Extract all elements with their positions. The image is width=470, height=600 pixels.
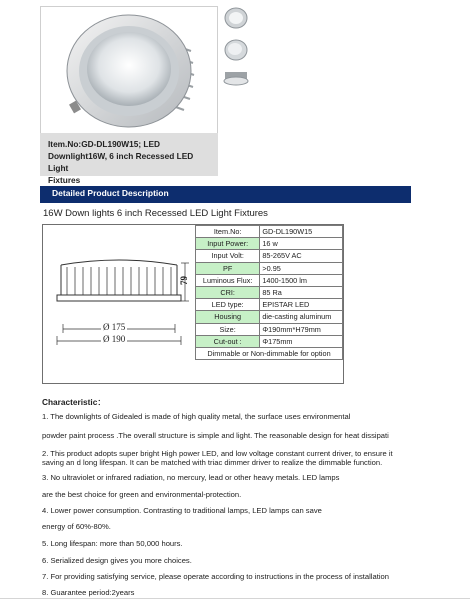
spec-value: EPISTAR LED [260, 299, 343, 311]
spec-row [196, 335, 343, 347]
product-main-image[interactable] [40, 6, 218, 134]
characteristic-line: 2. This product adopts super bright High power LED, and low voltage constant current driver, to ensure it [42, 449, 393, 458]
characteristic-line: powder paint process .The overall structure is simple and light. The reasonable design for heat dissipati [42, 431, 389, 440]
inner-diameter-row [101, 322, 127, 332]
spec-row [196, 262, 343, 274]
spec-row [196, 274, 343, 286]
height-dimension-label: 79 [179, 276, 189, 285]
thumbnail-3[interactable] [222, 66, 250, 90]
characteristic-line: energy of 60%-80%. [42, 522, 111, 531]
caption-line-2: Downlight16W, 6 inch Recessed LED Light [48, 151, 194, 173]
spec-footer-row [196, 347, 343, 359]
spec-key: Size: [196, 323, 260, 335]
characteristic-line: 1. The downlights of Gidealed is made of high quality metal, the surface uses environmental [42, 412, 351, 421]
spec-value: 1400-1500 lm [260, 274, 343, 286]
diameter-symbol: Ø [103, 334, 112, 344]
outer-diameter-row [101, 334, 127, 344]
product-caption [40, 133, 218, 185]
spec-key: Item.No: [196, 226, 260, 238]
spec-key: PF [196, 262, 260, 274]
spec-key: Input Volt: [196, 250, 260, 262]
thumbnail-1[interactable] [222, 6, 250, 30]
section-title: Detailed Product Description [52, 188, 169, 198]
characteristic-heading: Characteristic： [42, 397, 106, 407]
spec-box [42, 224, 344, 384]
spec-row [196, 226, 343, 238]
characteristic-line: 7. For providing satisfying service, please operate according to instructions in the process of installation [42, 572, 389, 581]
spec-row [196, 323, 343, 335]
thumbnail-downlight-angle [222, 38, 250, 62]
spec-row [196, 311, 343, 323]
spec-row [196, 250, 343, 262]
spec-key: Input Power: [196, 238, 260, 250]
caption-line-3: Fixtures [48, 175, 81, 185]
spec-value: 16 w [260, 238, 343, 250]
spec-value: die-casting aluminum [260, 311, 343, 323]
spec-key: Cut-out : [196, 335, 260, 347]
characteristic-line: saving an d long lifespan. It can be matched with triac dimmer driver to realize the dimmable function. [42, 458, 383, 467]
characteristic-line: 5. Long lifespan: more than 50,000 hours. [42, 539, 183, 548]
section-header [40, 186, 411, 203]
spec-value: GD-DL190W15 [260, 226, 343, 238]
thumbnail-downlight-front [222, 6, 250, 30]
divider [0, 598, 470, 599]
dimension-drawing [43, 225, 195, 383]
spec-table [195, 225, 343, 360]
thumbnail-2[interactable] [222, 38, 250, 62]
product-subtitle: 16W Down lights 6 inch Recessed LED Light Fixtures [43, 208, 268, 219]
characteristic-line: 8. Guarantee period:2years [42, 588, 135, 597]
spec-key: LED type: [196, 299, 260, 311]
spec-value: Φ175mm [260, 335, 343, 347]
characteristic-line: 3. No ultraviolet or infrared radiation, no mercury, lead or other heavy metals. LED lamps [42, 473, 340, 482]
characteristic-line: 6. Serialized design gives you more choices. [42, 556, 192, 565]
outer-diameter-label: 190 [111, 334, 126, 344]
characteristic-line: 4. Lower power consumption. Contrasting to traditional lamps, LED lamps can save [42, 506, 322, 515]
spec-row [196, 286, 343, 298]
diameter-symbol: Ø [103, 322, 112, 332]
spec-row [196, 299, 343, 311]
downlight-photo [41, 7, 217, 133]
dimension-diagram [43, 225, 195, 383]
product-caption-text [48, 138, 212, 186]
thumbnail-downlight-side [222, 66, 250, 90]
caption-line-1: Item.No:GD-DL190W15; LED [48, 139, 161, 149]
spec-value: 85-265V AC [260, 250, 343, 262]
inner-diameter-label: 175 [111, 322, 126, 332]
spec-key: Luminous Flux: [196, 274, 260, 286]
spec-footer: Dimmable or Non-dimmable for option [196, 347, 343, 359]
spec-value: >0.95 [260, 262, 343, 274]
spec-value: Φ190mm*H79mm [260, 323, 343, 335]
characteristic-line: are the best choice for green and environmental-protection. [42, 490, 242, 499]
spec-row [196, 238, 343, 250]
spec-key: Housing [196, 311, 260, 323]
spec-key: CRI: [196, 286, 260, 298]
spec-value: 85 Ra [260, 286, 343, 298]
